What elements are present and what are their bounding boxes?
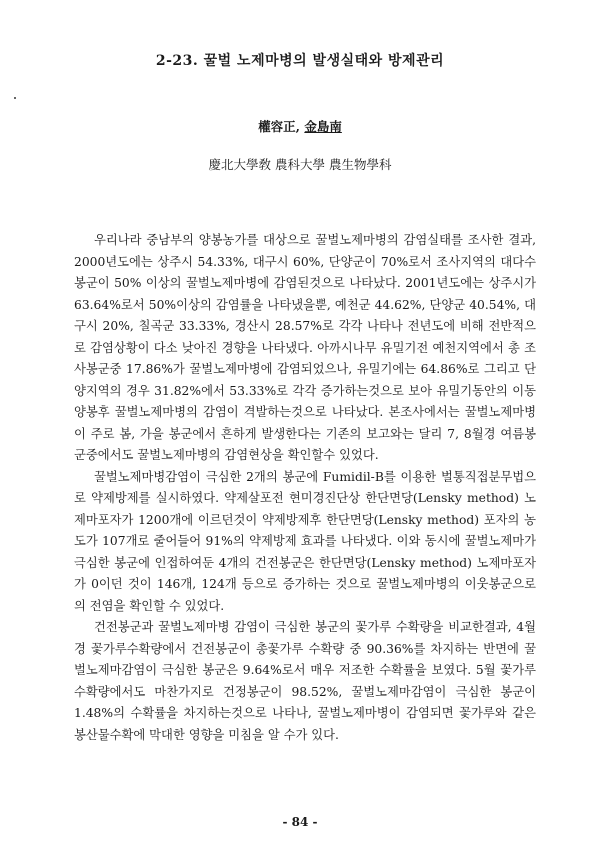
paper-title: 2-23. 꿀벌 노제마병의 발생실태와 방제관리 (155, 53, 445, 69)
page-number: - 84 - (282, 815, 318, 829)
scan-speck (14, 97, 16, 99)
paragraph-2: 꿀벌노제마병감염이 극심한 2개의 봉군에 Fumidil-B를 이용한 벌통직접분무법으로 약제방제를 실시하였다. 약제살포전 현미경진단상 한단면당(Lensky method) 노제마포자가 1200개에 이르던것이 약제방제후 한단면당(Lensky method) 포자의 농도가 107개로 줄어들어 91%의 약제방제 효과를 나타냈다. 이와 동시에 꿀벌노제마가 극심한 봉군에 인접하여둔 4개의 건전봉군은 한단면당(Lensky method) 노제마포자가 0이던 것이 146개, 124개 등으로 증가하는 것으로 꿀벌노제마병의 이웃봉군으로의 전염을 확인할 수 있었다. (74, 469, 536, 613)
author-2: 金島南 (304, 119, 342, 134)
paragraph-1: 우리나라 중남부의 양봉농가를 대상으로 꿀벌노제마병의 감염실태를 조사한 결과, 2000년도에는 상주시 54.33%, 대구시 60%, 단양군이 70%로서 조사지역의 대다수 봉군이 50% 이상의 꿀벌노제마병에 감염된것으로 나타났다. 2001년도에는 상주시가 63.64%로서 50%이상의 감염률을 나타냈을뿐, 예천군 44.62%, 단양군 40.54%, 대구시 20%, 칠곡군 33.33%, 경산시 28.57%로 각각 나타나 전년도에 비해 전반적으로 감염상황이 다소 낮아진 경향을 나타냈다. 아까시나무 유밀기전 예천지역에서 총 조사봉군중 17.86%가 꿀벌노제마병에 감염되었으나, 유밀기에는 64.86%로 그리고 단양지역의 경우 31.82%에서 53.33%로 각각 증가하는것으로 보아 유밀기동안의 이동양봉후 꿀벌노제마병의 감염이 격발하는것으로 나타났다. 본조사에서는 꿀벌노제마병이 주로 봄, 가을 봉군에서 흔하게 발생한다는 기존의 보고와는 달리 7, 8월경 여름봉군중에서도 꿀벌노제마병의 감염현상을 확인할수 있었다. (74, 233, 536, 462)
paragraph-3: 건전봉군과 꿀벌노제마병 감염이 극심한 봉군의 꽃가루 수확량을 비교한결과, 4월경 꽃가루수확량에서 건전봉군이 총꽃가루 수확량 중 90.36%를 차지하는 반면에 꿀벌노제마감염이 극심한 봉군은 9.64%로서 매우 저조한 수확률을 보였다. 5월 꽃가루수확량에서도 마찬가지로 건정봉군이 98.52%, 꿀벌노제마감염이 극심한 봉군이 1.48%의 수확률을 차지하는것으로 나타나, 꿀벌노제마병이 감염되면 꽃가루와 같은 봉산물수확에 막대한 영향을 미침을 알 수가 있다. (74, 620, 536, 742)
author-line (0, 117, 600, 135)
author-1: 權容正, (258, 119, 300, 134)
abstract-body (74, 230, 536, 746)
affiliation: 慶北大學敎 農科大學 農生物學科 (208, 157, 392, 172)
